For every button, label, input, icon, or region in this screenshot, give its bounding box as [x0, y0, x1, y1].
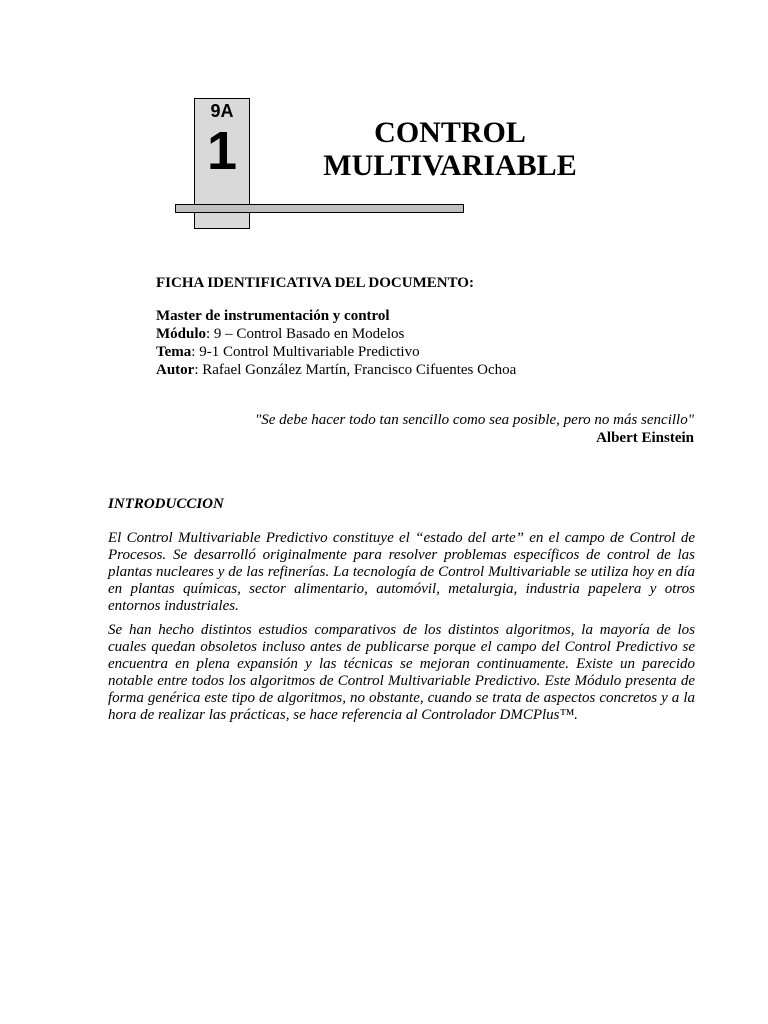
- title-rule: [175, 204, 464, 213]
- intro-heading: INTRODUCCION: [108, 496, 224, 512]
- modulo-label: Módulo: [156, 326, 207, 342]
- master-text: Master de instrumentación y control: [156, 308, 390, 324]
- document-metadata: [156, 307, 516, 379]
- tema-line: [156, 343, 516, 361]
- modulo-value: : 9 – Control Basado en Modelos: [206, 326, 405, 342]
- intro-paragraph-1: El Control Multivariable Predictivo constituye el “estado del arte” en el campo de Control de Procesos. Se desarrolló originalmente para resolver problemas específicos de control de las plantas nucleares y de las refinerías. La tecnología de Control Multivariable se utiliza hoy en día en plantas químicas, sector alimentario, automóvil, metalurgia, industria papelera y otros entornos industriales.: [108, 530, 695, 614]
- quote-text: "Se debe hacer todo tan sencillo como sea posible, pero no más sencillo": [254, 412, 694, 428]
- intro-paragraph-2: Se han hecho distintos estudios comparativos de los distintos algoritmos, la mayoría de los cuales quedan obsoletos incluso antes de publicarse porque el campo del Control Predictivo se encuentra en plena expansión y las técnicas se mejoran continuamente. Existe un parecido notable entre todos los algoritmos de Control Multivariable Predictivo. Este Módulo presenta de forma genérica este tipo de algoritmos, no obstante, cuando se trata de aspectos concretos y a la hora de realizar las prácticas, se hace referencia al Controlador DMCPlus™.: [108, 622, 695, 723]
- tema-value: : 9-1 Control Multivariable Predictivo: [191, 344, 420, 360]
- document-title: [300, 116, 600, 182]
- chapter-code: 9A: [210, 101, 234, 121]
- tema-label: Tema: [156, 344, 192, 360]
- title-line-2: MULTIVARIABLE: [323, 149, 577, 182]
- ficha-heading: FICHA IDENTIFICATIVA DEL DOCUMENTO:: [156, 275, 474, 291]
- chapter-number: 1: [206, 121, 238, 181]
- epigraph: [255, 411, 694, 447]
- autor-line: [156, 361, 516, 379]
- autor-value: : Rafael González Martín, Francisco Cifuentes Ochoa: [194, 362, 517, 378]
- title-line-1: CONTROL: [374, 116, 526, 149]
- autor-label: Autor: [156, 362, 195, 378]
- modulo-line: [156, 325, 516, 343]
- quote-author: Albert Einstein: [596, 430, 694, 446]
- master-line: [156, 307, 516, 325]
